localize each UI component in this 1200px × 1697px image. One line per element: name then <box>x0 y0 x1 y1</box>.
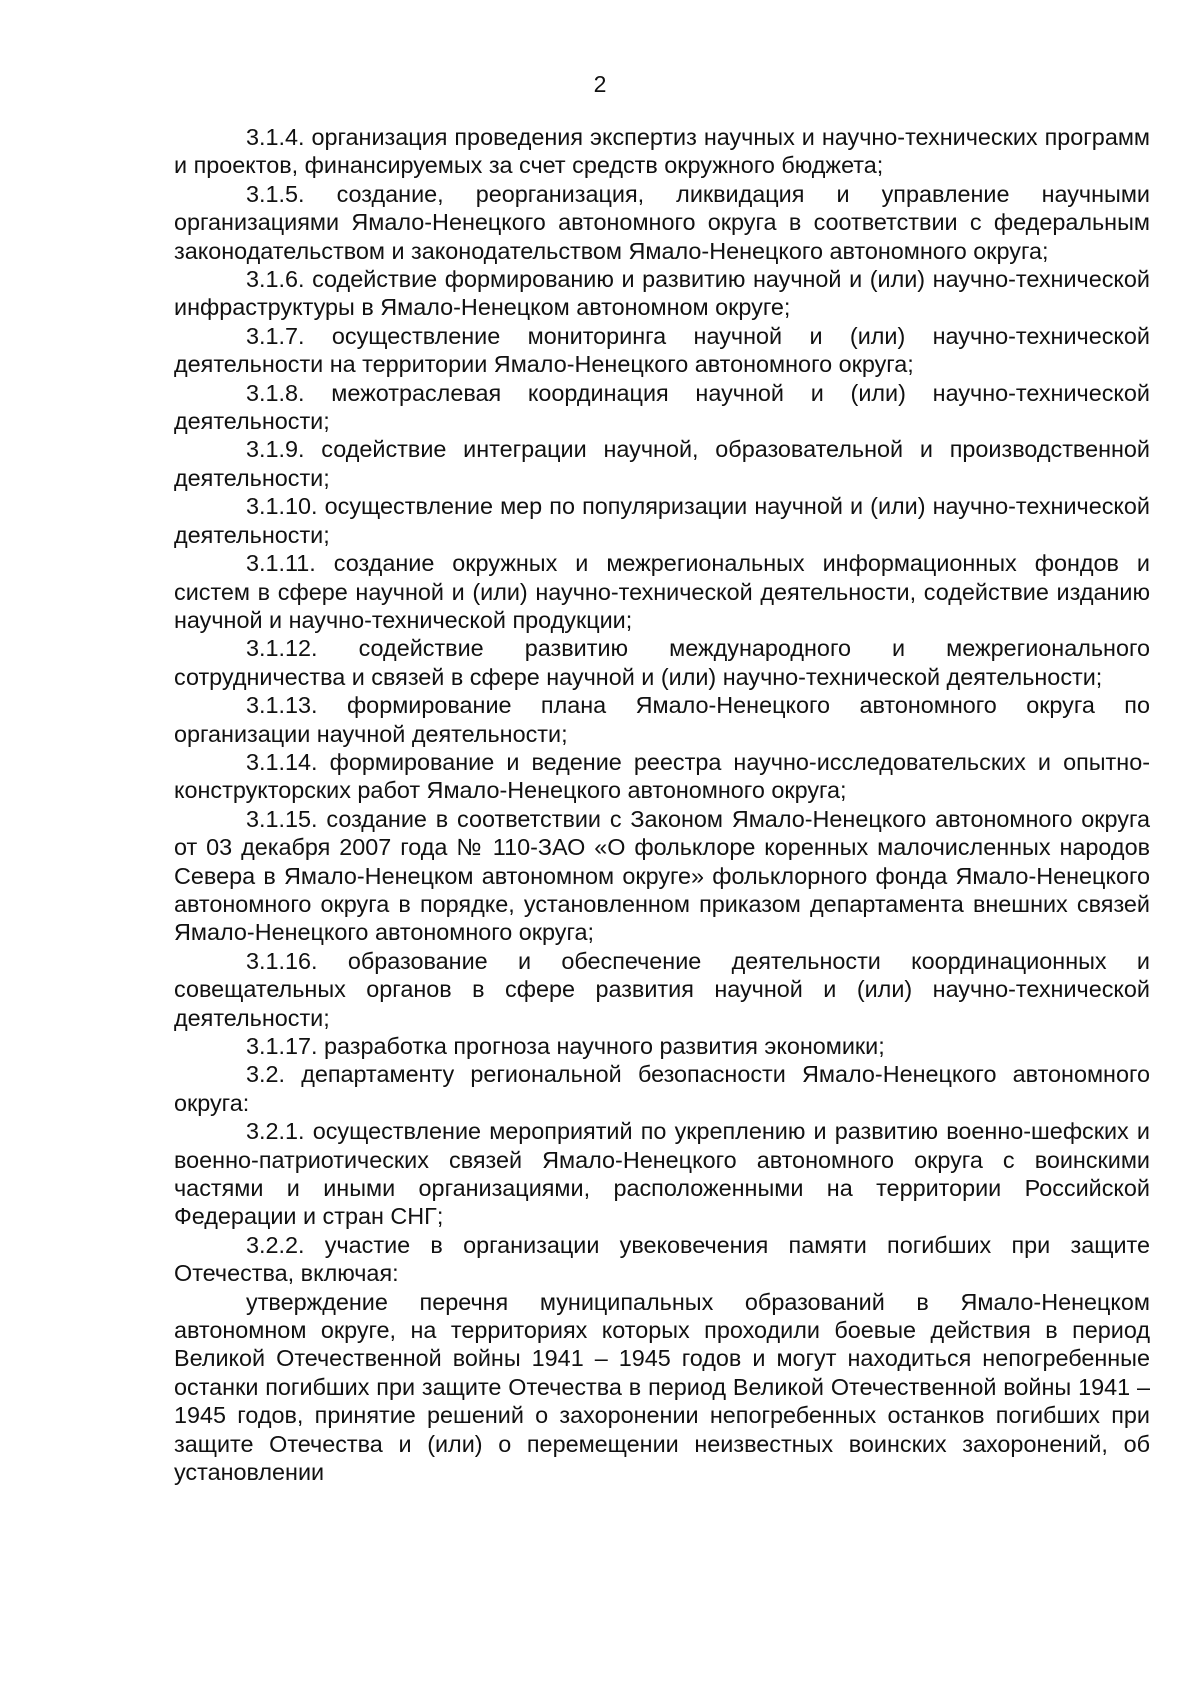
paragraph-approval-list: утверждение перечня муниципальных образований в Ямало-Ненецком автономном округе, на территориях которых проходили боевые действия в период Великой Отечественной войны 1941 – 1945 годов и могут находиться непогребенные останки погибших при защите Отечества в период Великой Отечественной войны 1941 – 1945 годов, принятие решений о захоронении непогребенных останков погибших при защите Отечества и (или) о перемещении неизвестных воинских захоронений, об установлении <box>174 1288 1150 1486</box>
paragraph-3-1-9: 3.1.9. содействие интеграции научной, образовательной и производственной деятельности; <box>174 436 1150 491</box>
paragraph-3-1-6: 3.1.6. содействие формированию и развитию научной и (или) научно-технической инфраструктуры в Ямало-Ненецком автономном округе; <box>174 266 1150 321</box>
paragraph-3-1-10: 3.1.10. осуществление мер по популяризации научной и (или) научно-технической деятельности; <box>174 493 1150 548</box>
paragraph-3-1-12: 3.1.12. содействие развитию международного и межрегионального сотрудничества и связей в сфере научной и (или) научно-технической деятельности; <box>174 635 1150 690</box>
document-body <box>174 123 1150 1487</box>
paragraph-3-1-13: 3.1.13. формирование плана Ямало-Ненецкого автономного округа по организации научной деятельности; <box>174 692 1150 747</box>
paragraph-3-1-7: 3.1.7. осуществление мониторинга научной и (или) научно-технической деятельности на территории Ямало-Ненецкого автономного округа; <box>174 322 1150 378</box>
page-number: 2 <box>593 71 607 97</box>
paragraph-3-1-11: 3.1.11. создание окружных и межрегиональных информационных фондов и систем в сфере научной и (или) научно-технической деятельности, содействие изданию научной и научно-технической продукции; <box>174 550 1150 633</box>
paragraph-3-1-8: 3.1.8. межотраслевая координация научной и (или) научно-технической деятельности; <box>174 379 1150 435</box>
paragraph-3-1-5: 3.1.5. создание, реорганизация, ликвидация и управление научными организациями Ямало-Ненецкого автономного округа в соответствии с федеральным законодательством и законодательством Ямало-Ненецкого автономного округа; <box>174 180 1150 264</box>
paragraph-3-1-4: 3.1.4. организация проведения экспертиз научных и научно-технических программ и проектов, финансируемых за счет средств окружного бюджета; <box>174 124 1150 179</box>
paragraph-3-2-1: 3.2.1. осуществление мероприятий по укреплению и развитию военно-шефских и военно-патриотических связей Ямало-Ненецкого автономного округа с воинскими частями и иными организациями, расположенными на территории Российской Федерации и стран СНГ; <box>174 1118 1150 1230</box>
paragraph-3-2: 3.2. департаменту региональной безопасности Ямало-Ненецкого автономного округа: <box>174 1061 1150 1116</box>
paragraph-3-1-17: 3.1.17. разработка прогноза научного развития экономики; <box>246 1033 885 1059</box>
paragraph-3-2-2: 3.2.2. участие в организации увековечения памяти погибших при защите Отечества, включая: <box>174 1231 1150 1287</box>
paragraph-3-1-16: 3.1.16. образование и обеспечение деятельности координационных и совещательных органов в сфере развития научной и (или) научно-технической деятельности; <box>174 947 1150 1031</box>
paragraph-3-1-14: 3.1.14. формирование и ведение реестра научно-исследовательских и опытно-конструкторских работ Ямало-Ненецкого автономного округа; <box>174 748 1150 804</box>
paragraph-3-1-15: 3.1.15. создание в соответствии с Законом Ямало-Ненецкого автономного округа от 03 декабря 2007 года № 110-ЗАО «О фольклоре коренных малочисленных народов Севера в Ямало-Ненецком автономном округе» фольклорного фонда Ямало-Ненецкого автономного округа в порядке, установленном приказом департамента внешних связей Ямало-Ненецкого автономного округа; <box>174 805 1150 946</box>
